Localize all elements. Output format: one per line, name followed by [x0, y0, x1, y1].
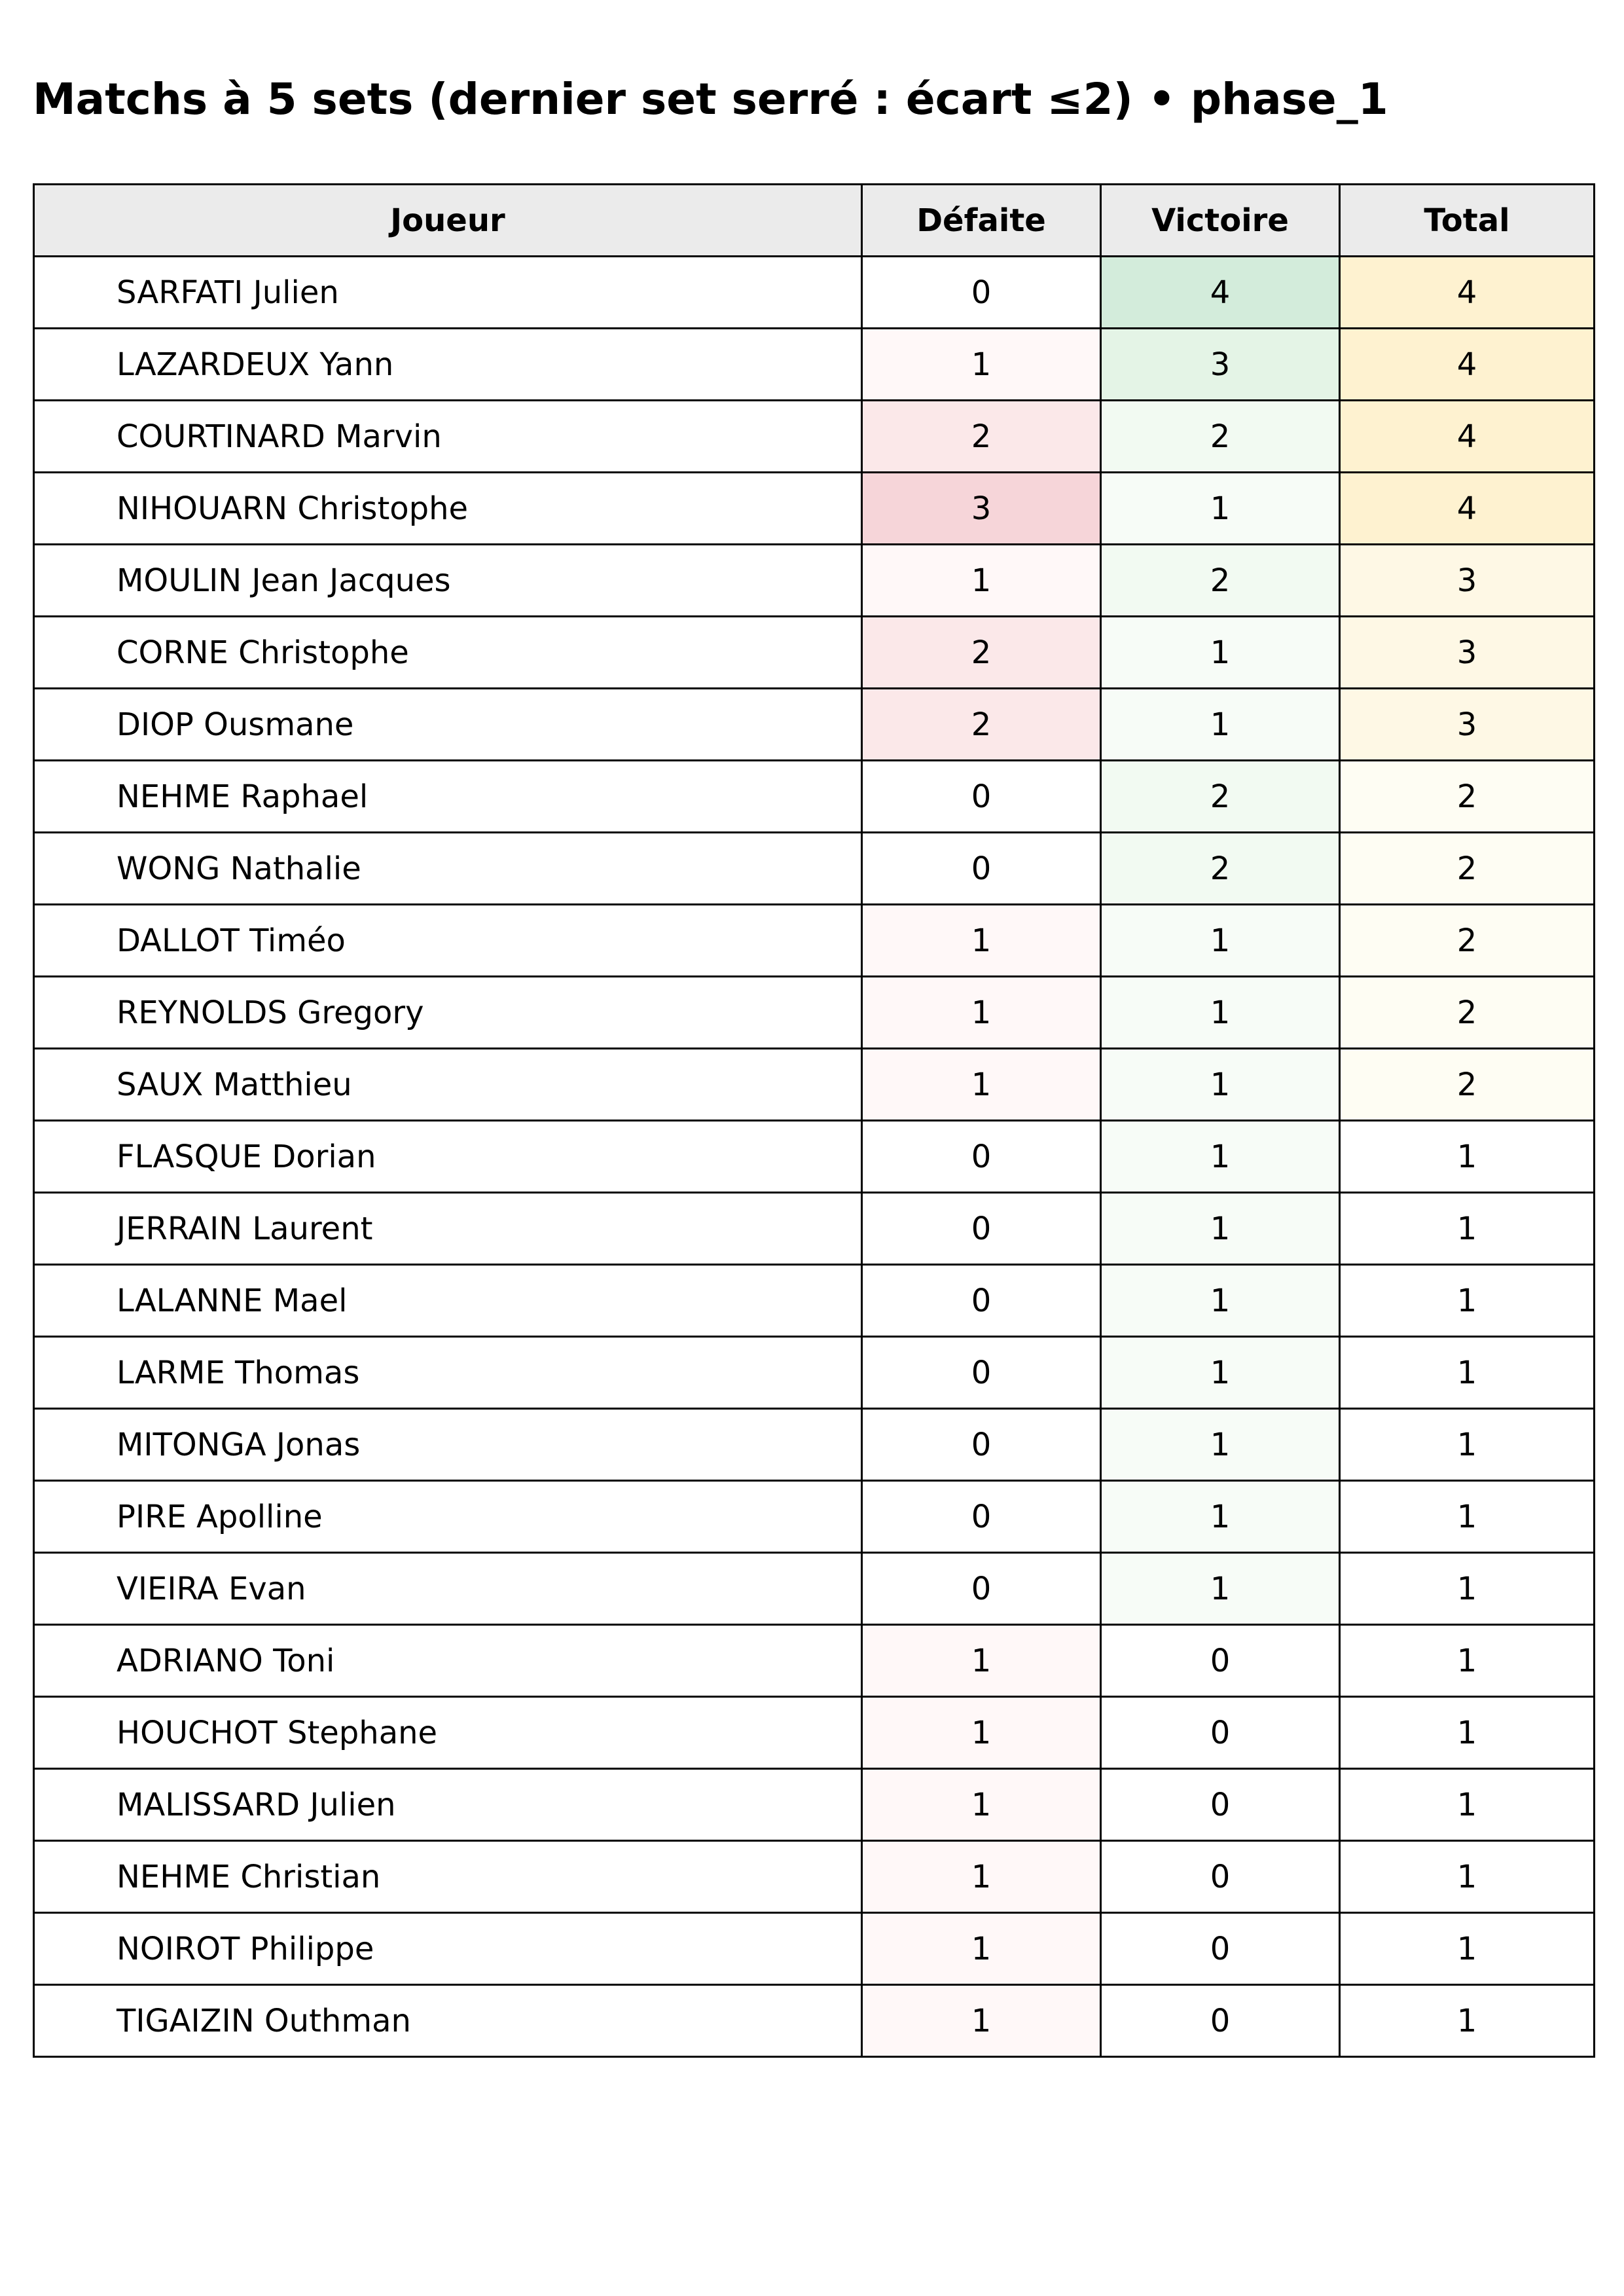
table-row [34, 401, 1595, 473]
victory-count-cell: 1 [1101, 1049, 1340, 1121]
defeat-count-cell: 0 [862, 1337, 1101, 1409]
results-table [33, 183, 1595, 2058]
victory-count-cell: 1 [1101, 1553, 1340, 1625]
player-name-cell: NIHOUARN Christophe [34, 473, 862, 545]
victory-count-cell: 1 [1101, 1481, 1340, 1553]
table-row [34, 1841, 1595, 1913]
player-name-cell: CORNE Christophe [34, 617, 862, 689]
table-body [34, 257, 1595, 2057]
total-count-cell: 1 [1340, 1481, 1595, 1553]
total-count-cell: 1 [1340, 1265, 1595, 1337]
table-row [34, 329, 1595, 401]
total-count-cell: 1 [1340, 1121, 1595, 1193]
player-name-cell: NEHME Raphael [34, 761, 862, 833]
total-count-cell: 4 [1340, 473, 1595, 545]
defeat-count-cell: 1 [862, 905, 1101, 977]
player-name-cell: TIGAIZIN Outhman [34, 1985, 862, 2057]
table-row [34, 1769, 1595, 1841]
defeat-count-cell: 1 [862, 1913, 1101, 1985]
total-count-cell: 2 [1340, 1049, 1595, 1121]
table-row [34, 1409, 1595, 1481]
defeat-count-cell: 0 [862, 257, 1101, 329]
table-row [34, 257, 1595, 329]
victory-count-cell: 2 [1101, 761, 1340, 833]
player-name-cell: NOIROT Philippe [34, 1913, 862, 1985]
table-row [34, 1913, 1595, 1985]
victory-count-cell: 1 [1101, 1121, 1340, 1193]
total-count-cell: 3 [1340, 689, 1595, 761]
player-name-cell: VIEIRA Evan [34, 1553, 862, 1625]
defeat-count-cell: 0 [862, 1481, 1101, 1553]
victory-count-cell: 2 [1101, 401, 1340, 473]
player-name-cell: COURTINARD Marvin [34, 401, 862, 473]
defeat-count-cell: 0 [862, 1265, 1101, 1337]
table-row [34, 1625, 1595, 1697]
page-title: Matchs à 5 sets (dernier set serré : écart ≤2) • phase_1 [33, 74, 1388, 124]
player-name-cell: DALLOT Timéo [34, 905, 862, 977]
player-name-cell: SAUX Matthieu [34, 1049, 862, 1121]
table-row [34, 1121, 1595, 1193]
table-row [34, 545, 1595, 617]
defeat-count-cell: 0 [862, 1121, 1101, 1193]
total-count-cell: 1 [1340, 1913, 1595, 1985]
player-name-cell: ADRIANO Toni [34, 1625, 862, 1697]
defeat-count-cell: 1 [862, 545, 1101, 617]
player-name-cell: PIRE Apolline [34, 1481, 862, 1553]
total-count-cell: 1 [1340, 1985, 1595, 2057]
defeat-count-cell: 3 [862, 473, 1101, 545]
total-count-cell: 1 [1340, 1553, 1595, 1625]
player-name-cell: NEHME Christian [34, 1841, 862, 1913]
defeat-count-cell: 0 [862, 833, 1101, 905]
table-row [34, 617, 1595, 689]
total-count-cell: 1 [1340, 1697, 1595, 1769]
table-row [34, 1265, 1595, 1337]
player-name-cell: SARFATI Julien [34, 257, 862, 329]
total-count-cell: 1 [1340, 1841, 1595, 1913]
column-header-player: Joueur [34, 185, 862, 257]
victory-count-cell: 1 [1101, 1193, 1340, 1265]
victory-count-cell: 1 [1101, 977, 1340, 1049]
player-name-cell: REYNOLDS Gregory [34, 977, 862, 1049]
defeat-count-cell: 2 [862, 617, 1101, 689]
table-row [34, 1193, 1595, 1265]
column-header-total: Total [1340, 185, 1595, 257]
table-row [34, 905, 1595, 977]
total-count-cell: 1 [1340, 1625, 1595, 1697]
total-count-cell: 2 [1340, 761, 1595, 833]
defeat-count-cell: 0 [862, 1193, 1101, 1265]
victory-count-cell: 0 [1101, 1985, 1340, 2057]
victory-count-cell: 4 [1101, 257, 1340, 329]
total-count-cell: 1 [1340, 1337, 1595, 1409]
total-count-cell: 1 [1340, 1193, 1595, 1265]
player-name-cell: MITONGA Jonas [34, 1409, 862, 1481]
victory-count-cell: 0 [1101, 1625, 1340, 1697]
victory-count-cell: 1 [1101, 1265, 1340, 1337]
table-row [34, 1049, 1595, 1121]
player-name-cell: LAZARDEUX Yann [34, 329, 862, 401]
defeat-count-cell: 1 [862, 1841, 1101, 1913]
victory-count-cell: 1 [1101, 689, 1340, 761]
victory-count-cell: 1 [1101, 1337, 1340, 1409]
defeat-count-cell: 2 [862, 689, 1101, 761]
table-row [34, 761, 1595, 833]
total-count-cell: 3 [1340, 617, 1595, 689]
player-name-cell: HOUCHOT Stephane [34, 1697, 862, 1769]
defeat-count-cell: 1 [862, 1769, 1101, 1841]
victory-count-cell: 2 [1101, 833, 1340, 905]
table-row [34, 977, 1595, 1049]
player-name-cell: MALISSARD Julien [34, 1769, 862, 1841]
table-row [34, 833, 1595, 905]
defeat-count-cell: 0 [862, 1409, 1101, 1481]
table-row [34, 1553, 1595, 1625]
table-row [34, 1481, 1595, 1553]
total-count-cell: 2 [1340, 905, 1595, 977]
player-name-cell: LALANNE Mael [34, 1265, 862, 1337]
defeat-count-cell: 1 [862, 1697, 1101, 1769]
table-header-row [34, 185, 1595, 257]
defeat-count-cell: 0 [862, 1553, 1101, 1625]
victory-count-cell: 1 [1101, 617, 1340, 689]
table-row [34, 689, 1595, 761]
player-name-cell: DIOP Ousmane [34, 689, 862, 761]
defeat-count-cell: 1 [862, 1985, 1101, 2057]
victory-count-cell: 1 [1101, 905, 1340, 977]
defeat-count-cell: 1 [862, 1625, 1101, 1697]
total-count-cell: 1 [1340, 1769, 1595, 1841]
table-row [34, 1337, 1595, 1409]
defeat-count-cell: 1 [862, 329, 1101, 401]
victory-count-cell: 3 [1101, 329, 1340, 401]
total-count-cell: 4 [1340, 257, 1595, 329]
column-header-defeat: Défaite [862, 185, 1101, 257]
total-count-cell: 1 [1340, 1409, 1595, 1481]
defeat-count-cell: 2 [862, 401, 1101, 473]
total-count-cell: 4 [1340, 401, 1595, 473]
table-row [34, 1985, 1595, 2057]
total-count-cell: 3 [1340, 545, 1595, 617]
player-name-cell: MOULIN Jean Jacques [34, 545, 862, 617]
defeat-count-cell: 1 [862, 977, 1101, 1049]
column-header-victory: Victoire [1101, 185, 1340, 257]
victory-count-cell: 0 [1101, 1697, 1340, 1769]
player-name-cell: FLASQUE Dorian [34, 1121, 862, 1193]
victory-count-cell: 0 [1101, 1913, 1340, 1985]
player-name-cell: LARME Thomas [34, 1337, 862, 1409]
total-count-cell: 2 [1340, 977, 1595, 1049]
victory-count-cell: 0 [1101, 1841, 1340, 1913]
player-name-cell: JERRAIN Laurent [34, 1193, 862, 1265]
victory-count-cell: 0 [1101, 1769, 1340, 1841]
player-name-cell: WONG Nathalie [34, 833, 862, 905]
victory-count-cell: 2 [1101, 545, 1340, 617]
table-row [34, 473, 1595, 545]
defeat-count-cell: 1 [862, 1049, 1101, 1121]
defeat-count-cell: 0 [862, 761, 1101, 833]
victory-count-cell: 1 [1101, 1409, 1340, 1481]
total-count-cell: 4 [1340, 329, 1595, 401]
total-count-cell: 2 [1340, 833, 1595, 905]
table-row [34, 1697, 1595, 1769]
victory-count-cell: 1 [1101, 473, 1340, 545]
